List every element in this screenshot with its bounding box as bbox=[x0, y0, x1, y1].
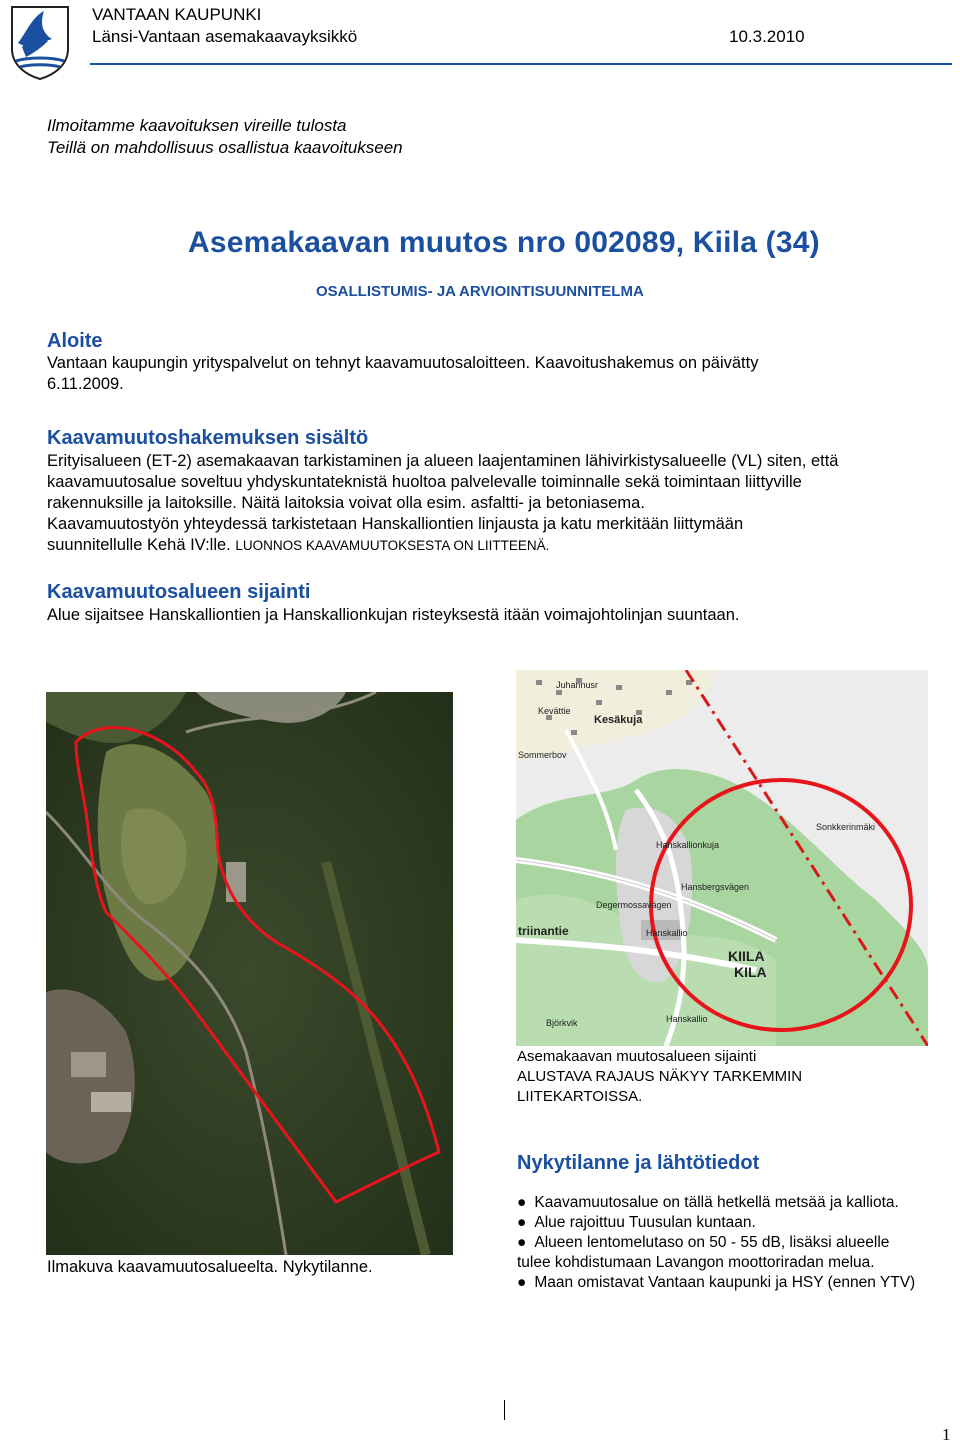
map-caption-3: LIITEKARTOISSA. bbox=[517, 1088, 643, 1105]
map-label-11: KIILA bbox=[728, 948, 765, 964]
map-caption-1: Asemakaavan muutosalueen sijainti bbox=[517, 1048, 757, 1065]
nykytilanne-list bbox=[517, 1193, 957, 1293]
org-name: VANTAAN KAUPUNKI bbox=[92, 5, 262, 24]
sijainti-text: Alue sijaitsee Hanskalliontien ja Hanskallionkujan risteyksestä itään voimajohtolinjan suuntaan. bbox=[47, 606, 740, 624]
list-item: ● Kaavamuutosalue on tällä hetkellä metsää ja kalliota. bbox=[517, 1194, 899, 1211]
aerial-caption: Ilmakuva kaavamuutosalueelta. Nykytilanne. bbox=[47, 1258, 373, 1276]
city-coat-of-arms bbox=[8, 3, 72, 81]
location-map bbox=[516, 670, 928, 1046]
sijainti-heading: Kaavamuutosalueen sijainti bbox=[47, 581, 311, 603]
aloite-text-1: Vantaan kaupungin yrityspalvelut on tehnyt kaavamuutosaloitteen. Kaavoitushakemus on päivätty bbox=[47, 354, 759, 372]
sisalto-line-3: rakennuksille ja laitoksille. Näitä laitoksia voivat olla esim. asfaltti- ja betoniasema. bbox=[47, 494, 645, 512]
map-label-3: Kesäkuja bbox=[594, 714, 643, 726]
text-cursor-mark bbox=[504, 1400, 505, 1420]
list-item: ● Alueen lentomelutaso on 50 - 55 dB, lisäksi alueelle bbox=[517, 1234, 890, 1251]
sisalto-line-5 bbox=[47, 535, 549, 557]
intro-line-2: Teillä on mahdollisuus osallistua kaavoitukseen bbox=[47, 138, 403, 157]
map-label-9: triinantie bbox=[518, 924, 569, 938]
map-label-5: Hanskallionkuja bbox=[656, 840, 720, 850]
nykytilanne-heading: Nykytilanne ja lähtötiedot bbox=[517, 1152, 760, 1174]
page-title: Asemakaavan muutos nro 002089, Kiila (34) bbox=[188, 226, 820, 259]
list-item-continuation: tulee kohdistumaan Lavangon moottoriradan melua. bbox=[517, 1254, 875, 1271]
map-label-8: Hanskallio bbox=[646, 928, 688, 938]
list-item: ● Alue rajoittuu Tuusulan kuntaan. bbox=[517, 1214, 756, 1231]
document-date: 10.3.2010 bbox=[729, 27, 805, 46]
aerial-photo bbox=[46, 692, 453, 1255]
sisalto-heading: Kaavamuutoshakemuksen sisältö bbox=[47, 427, 369, 449]
page-number: 1 bbox=[942, 1425, 951, 1444]
map-label-6: Hansbergsvägen bbox=[681, 882, 750, 892]
sisalto-last-line: suunnitellulle Kehä IV:lle. bbox=[47, 536, 231, 554]
map-caption-2: ALUSTAVA RAJAUS NÄKYY TARKEMMIN bbox=[517, 1068, 803, 1085]
aloite-text-2: 6.11.2009. bbox=[47, 375, 124, 393]
map-label-7: Degermossavägen bbox=[596, 900, 672, 910]
list-item: ● Maan omistavat Vantaan kaupunki ja HSY (ennen YTV) bbox=[517, 1274, 916, 1291]
map-label-14: Björkvik bbox=[546, 1018, 578, 1028]
sisalto-line-2: kaavamuutosalue soveltuu yhdyskuntateknistä huoltoa palvelevalle toiminnalle sekä toimintaan liittyville bbox=[47, 473, 802, 491]
map-label-1: Juhannusr bbox=[556, 680, 599, 690]
sisalto-line-4: Kaavamuutostyön yhteydessä tarkistetaan Hanskalliontien linjausta ja katu merkitään liittymään bbox=[47, 515, 744, 533]
map-label-2: Kevättie bbox=[538, 706, 571, 716]
header-rule bbox=[90, 63, 952, 65]
aloite-heading: Aloite bbox=[47, 330, 103, 352]
page-subtitle: OSALLISTUMIS- JA ARVIOINTISUUNNITELMA bbox=[316, 283, 644, 300]
sisalto-line-1: Erityisalueen (ET-2) asemakaavan tarkistaminen ja alueen laajentaminen lähivirkistysalueelle (VL) siten, että bbox=[47, 452, 839, 470]
unit-name: Länsi-Vantaan asemakaavayksikkö bbox=[92, 27, 358, 46]
map-label-4: Sommerbov bbox=[518, 750, 567, 760]
intro-line-1: Ilmoitamme kaavoituksen vireille tulosta bbox=[47, 116, 347, 135]
sisalto-attachment-note: LUONNOS KAAVAMUUTOKSESTA ON LIITTEENÄ. bbox=[235, 538, 550, 553]
map-label-12: KILA bbox=[734, 964, 767, 980]
map-label-10: Sonkkerinmäki bbox=[816, 822, 876, 832]
map-label-13: Hanskallio bbox=[666, 1014, 708, 1024]
